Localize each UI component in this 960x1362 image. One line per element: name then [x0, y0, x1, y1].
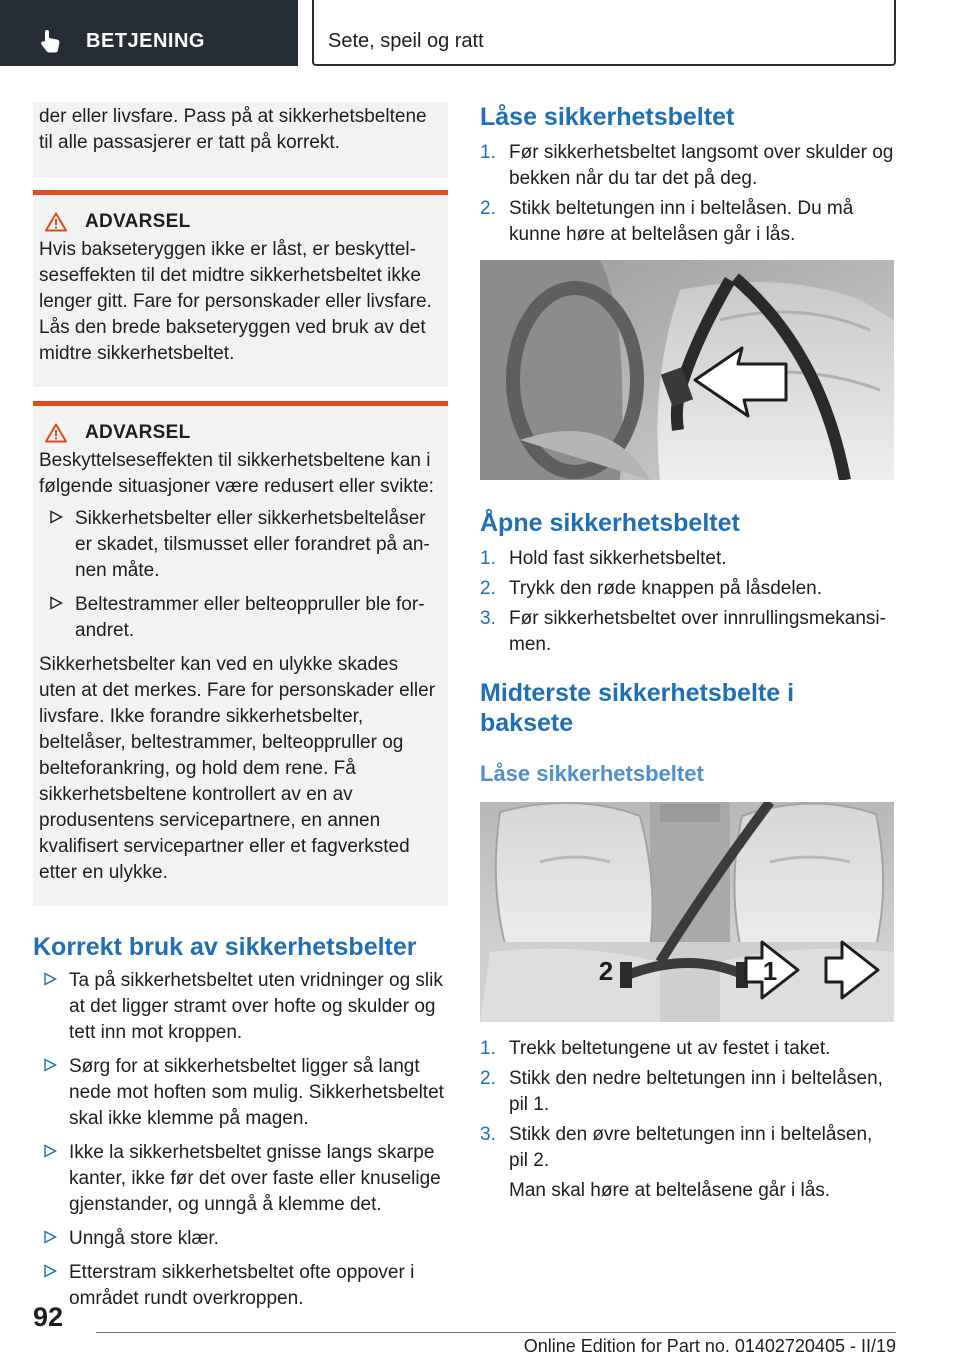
- triangle-bullet-icon: [43, 1264, 57, 1278]
- page-number: 92: [33, 1302, 64, 1332]
- list-item: 1. Hold fast sikkerhetsbeltet.: [480, 548, 727, 569]
- triangle-bullet-icon: [49, 596, 63, 610]
- footer-divider: [96, 1332, 896, 1333]
- warning-box-2: [33, 401, 448, 906]
- seatbelt-lock-photo: [480, 260, 894, 480]
- list-item: Sørg for at sikkerhetsbeltet ligger så langt nede mot hoften som mulig. Sikkerhetsbeltet skal ikke klemme på magen.: [33, 1054, 448, 1132]
- chapter-title: BETJENING: [86, 30, 205, 52]
- correct-use-list: [33, 968, 448, 1312]
- open-steps: [480, 546, 896, 658]
- arrow-label-1: 1: [762, 956, 778, 986]
- section-title: Sete, speil og ratt: [328, 30, 484, 52]
- step-note: Man skal høre at beltelåsene går i lås.: [509, 1180, 831, 1201]
- triangle-bullet-icon: [43, 1144, 57, 1158]
- triangle-bullet-icon: [43, 1058, 57, 1072]
- warning-label-1: ADVARSEL: [85, 211, 191, 232]
- warning-title-2: [39, 422, 440, 444]
- warning-list-2: [39, 506, 440, 644]
- middle-belt-steps: [480, 1036, 896, 1204]
- warning-intro-2: Beskyttelseseffekten til sikkerhetsbeltene kan i følgende situasjoner være redusert eller svikte:: [39, 450, 434, 497]
- list-item: 3. Før sikkerhetsbeltet over innrullingsmekansimen.: [480, 608, 886, 655]
- list-item: 3. Stikk den øvre beltetungen inn i beltelåsen, pil 2. Man skal høre at beltelåsene går i lås.: [480, 1122, 896, 1204]
- warning-outro-2: Sikkerhetsbelter kan ved en ulykke skades uten at det merkes. Fare for personskader eller livsfare. Ikke forandre sikkerhetsbelter, beltelåser, beltestrammer, belteoppruller og belteforankring, og hold dem rene. Få sikkerhetsbeltene kontrollert av en av produsentens servicepartnere, en annen kvalifisert servicepartner eller et fagverksted etter en ulykke.: [39, 654, 436, 883]
- list-item: Etterstram sikkerhetsbeltet ofte oppover i området rundt overkroppen.: [33, 1260, 448, 1312]
- warning-triangle-icon: [45, 212, 67, 232]
- right-column: [480, 102, 896, 1208]
- triangle-bullet-icon: [43, 1230, 57, 1244]
- section-tab: [312, 0, 896, 66]
- open-heading: Åpne sikkerhetsbeltet: [480, 509, 740, 537]
- page-header: [0, 0, 960, 66]
- lock-steps: [480, 140, 896, 248]
- intro-box: [33, 102, 448, 178]
- correct-use-heading: Korrekt bruk av sikkerhetsbelter: [33, 933, 417, 961]
- list-item: 1. Trekk beltetungene ut av festet i taket.: [480, 1038, 831, 1059]
- triangle-bullet-icon: [43, 972, 57, 986]
- list-item: Ta på sikkerhetsbeltet uten vridninger og slik at det ligger stramt over hofte og skulder og tett inn mot kroppen.: [33, 968, 448, 1046]
- middle-belt-subheading: Låse sikkerhetsbeltet: [480, 761, 704, 786]
- warning-text-1: Hvis bakseteryggen ikke er låst, er beskyttelseseffekten til det midtre sikkerhetsbeltet ikke lenger gitt. Fare for personskader eller livsfare. Lås den brede bakseteryggen ved bruk av det midtre sikkerhetsbeltet.: [39, 239, 432, 364]
- footer-edition: Online Edition for Part no. 01402720405 - II/19: [523, 1336, 896, 1356]
- intro-text: der eller livsfare. Pass på at sikkerhetsbeltene til alle passasjerer er tatt på korrekt.: [39, 106, 427, 153]
- warning-label-2: ADVARSEL: [85, 422, 191, 443]
- list-item: Ikke la sikkerhetsbeltet gnisse langs skarpe kanter, ikke før det over faste eller knuselige gjenstander, og unngå å klemme det.: [33, 1140, 448, 1218]
- warning-title-1: [39, 211, 440, 233]
- list-item: 2. Stikk beltetungen inn i beltelåsen. Du må kunne høre at beltelåsen går i lås.: [480, 198, 854, 245]
- chapter-tab: [0, 0, 298, 66]
- list-item: Unngå store klær.: [33, 1226, 448, 1252]
- lock-heading: Låse sikkerhetsbeltet: [480, 103, 735, 131]
- warning-box-1: [33, 190, 448, 387]
- list-item: 2. Trykk den røde knappen på låsdelen.: [480, 578, 822, 599]
- rear-middle-belt-photo: [480, 802, 894, 1022]
- triangle-bullet-icon: [49, 510, 63, 524]
- hand-pointer-icon: [38, 28, 64, 54]
- list-item: 1. Før sikkerhetsbeltet langsomt over skulder og bekken når du tar det på deg.: [480, 142, 894, 189]
- list-item: Sikkerhetsbelter eller sikkerhetsbeltelåser er skadet, tilsmusset eller forandret på annen måte.: [39, 506, 440, 584]
- list-item: 2. Stikk den nedre beltetungen inn i beltelåsen, pil 1.: [480, 1068, 883, 1115]
- list-item: Beltestrammer eller belteoppruller ble forandret.: [39, 592, 440, 644]
- middle-belt-heading: Midterste sikkerhetsbelte i baksete: [480, 679, 795, 737]
- left-column: [33, 102, 448, 1320]
- arrow-label-2: 2: [598, 956, 614, 986]
- warning-triangle-icon: [45, 423, 67, 443]
